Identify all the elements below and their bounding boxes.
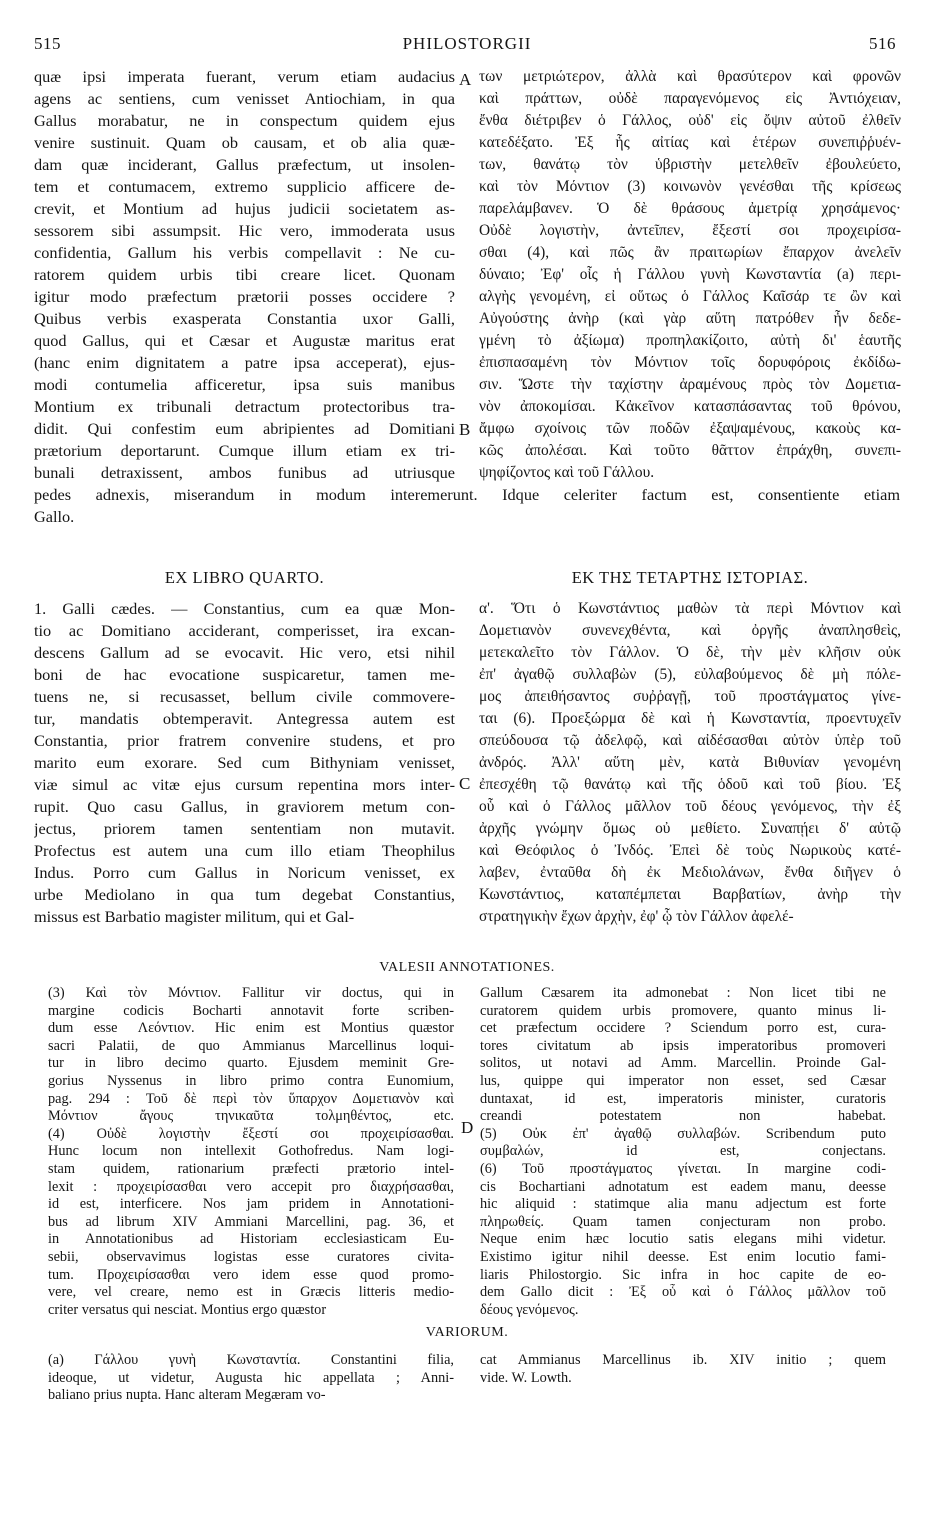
- variorum-heading: VARIORUM.: [425, 1325, 509, 1340]
- annotation-line: lexit : προχειρίσασθαι vero accepit pro διαχρήσασθαι,: [48, 1178, 454, 1195]
- annotation-line: συμβαλών, id est, conjectans.: [480, 1143, 886, 1160]
- greek-line: ἀνδρός. Ἀλλ' αὕτη μὲν, κατὰ Βιθυνίαν γενομένη: [479, 754, 901, 771]
- latin-line: crevit, et Montium ad hujus judicii societatem as-: [34, 199, 455, 218]
- latin-line: viæ simul ac vitæ ejus cursum repentina mors inter-: [34, 775, 455, 794]
- annotation-line: margine codicis Bocharti annotavit forte scriben-: [48, 1002, 454, 1019]
- latin-line: tuens ne, si recusasset, bellum civile commovere-: [34, 687, 455, 706]
- greek-line: Κωνστάντιος, καταπέμπεται Βαρβατίων, ἀνὴρ τὴν: [479, 886, 901, 903]
- annotation-line: cis Bochartiani adnotatum est eadem manu, deesse: [480, 1178, 886, 1195]
- annotation-line: (4) Οὐδὲ λογιστὴν ἔξεστί σοι προχειρίσασθαι.: [48, 1125, 454, 1142]
- variorum-left-column: [48, 1352, 454, 1405]
- annotation-line: δέους γενόμενος.: [480, 1301, 579, 1318]
- latin-line: Quibus verbis exasperata Constantia uxor Galli,: [34, 309, 455, 328]
- annotation-line: bus ad librum XIV Ammiani Marcellini, pag. 36, et: [48, 1213, 454, 1230]
- greek-line: στρατηγικὴν ἔχων ἀρχὴν, ἐφ' ᾧ τὸν Γάλλον ἀφελέ-: [479, 908, 794, 925]
- greek-line: α'. Ὅτι ὁ Κωνστάντιος μαθὼν τὰ περὶ Μόντιον καὶ: [479, 600, 901, 617]
- latin-line: dam quæ inciderant, Gallus præfectum, ut insolen-: [34, 155, 455, 174]
- greek-line: των μετριώτερον, ἀλλὰ καὶ θρασύτερον καὶ φρονῶν: [479, 68, 901, 85]
- annotation-line: πληρωθείς. Quam tamen conjecturam non probo.: [480, 1213, 886, 1230]
- latin-line: tur, mandatis obtemperavit. Antegressa autem est: [34, 709, 455, 728]
- variorum-line: baliano prius nupta. Hanc alteram Megæram vo-: [48, 1387, 326, 1404]
- greek-line: λαβεν, ἐνταῦθα δὴ ἐκ Μεδιολάνων, ἔνθα διῆγεν ὁ: [479, 864, 901, 881]
- greek-line: Δομετιανὸν συνενεχθέντα, καὶ ὀργῆς ἀναπλησθεὶς,: [479, 622, 901, 639]
- latin-line: 1. Galli cædes. — Constantius, cum ea quæ Mon-: [34, 599, 455, 618]
- greek-line: παρελάμβανεν. Ὁ δὲ θράσους ἀμετρίᾳ χρησάμενος·: [479, 200, 901, 217]
- greek-line: ἐπ' ἀγαθῷ συλλαβὼν (5), εὐλαβούμενος δὲ μὴ πόλε-: [479, 666, 901, 683]
- latin-line: rupit. Quo casu Gallus, in graviorem metum con-: [34, 797, 455, 816]
- latin-line: confidentia, Gallum his verbis compellavit : Ne cu-: [34, 243, 455, 262]
- greek-line: ται (6). Προεξώρμα δὲ καὶ ἡ Κωνσταντία, προεντυχεῖν: [479, 710, 901, 727]
- latin-line: Constantia, prior fratrem convenire studens, et pro: [34, 731, 455, 750]
- annotation-line: (3) Καὶ τὸν Μόντιον. Fallitur vir doctus, qui in: [48, 985, 454, 1001]
- annotations-right-column: [480, 985, 886, 1319]
- greek-line: Οὐδὲ λογιστὴν, ἀντεῖπεν, ἔξεστί σοι προχειρίσα-: [479, 222, 901, 239]
- latin-line: missus est Barbatio magister militum, qui et Gal-: [34, 907, 355, 926]
- greek-line: καὶ τὸν Μόντιον (3) κοινωνὸν γενέσθαι τῆς κρίσεως: [479, 178, 901, 195]
- greek-line: ἀρχῆς γνώμην ὅμως οὐ μεθίετο. Συναπῄει δ' αὐτῷ: [479, 820, 901, 837]
- annotation-line: in Annotationibus ad Historiam ecclesiasticam Eu-: [48, 1231, 454, 1248]
- greek-column-middle: [479, 598, 901, 928]
- latin-line: Montium ex tribunali detractum protectoribus tra-: [34, 397, 455, 416]
- latin-line: venire sustinuit. Quam ob causam, et ob alia quæ-: [34, 133, 455, 152]
- annotation-line: tur in libro decimo quarto. Ejusdem meminit Gre-: [48, 1055, 454, 1072]
- latin-line: Profectus est autem una cum illo etiam Theophilus: [34, 841, 455, 860]
- page-number-right: 516: [869, 34, 896, 53]
- greek-line: δύναιο; Ἐφ' οἷς ἡ Γάλλου γυνὴ Κωνσταντία (a) περι-: [479, 266, 901, 283]
- annotation-line: cet præfectum occidere ? Sciendum porro est, cura-: [480, 1020, 886, 1037]
- annotation-line: sebii, observavimus logistas esse curatores civita-: [48, 1248, 454, 1265]
- greek-column-top: [479, 66, 901, 484]
- latin-line: igitur modo præfectum prætorii posses occidere ?: [34, 287, 455, 306]
- annotation-line: Μόντιον ἄγους τηνικαῦτα τολμηθέντος, etc.: [48, 1108, 454, 1125]
- annotation-line: id est, interficere. Nos jam pridem in Annotationi-: [48, 1196, 454, 1213]
- greek-line: ἄμφω σχοίνοις τῶν ποδῶν ἐξαψαμένους, κακοὺς κα-: [479, 420, 901, 437]
- section-heading-latin: EX LIBRO QUARTO.: [164, 568, 325, 587]
- latin-line: (hanc enim dignitatem a patre ipsa acceperat), ejus-: [34, 353, 455, 372]
- section-heading-greek: ΕΚ ΤΗΣ ΤΕΤΑΡΤΗΣ ΙΣΤΟΡΙΑΣ.: [571, 568, 809, 587]
- margin-marker-b: B: [459, 420, 471, 439]
- annotation-line: tores civitatum ab ipsis imperatoribus promoveri: [480, 1037, 886, 1054]
- annotation-line: lus, quippe qui imperator non esset, sed Cæsar: [480, 1072, 886, 1089]
- annotation-line: dum esse Λεόντιον. Hic enim est Montius quæstor: [48, 1020, 454, 1037]
- latin-line: jectus, priorem tamen sententiam non mutavit.: [34, 819, 455, 838]
- latin-line: Gallus morabatur, ne in conspectum quidem ejus: [34, 111, 455, 130]
- annotation-line: vere, vel creare, nemo est in Græcis litteris medio-: [48, 1284, 454, 1301]
- latin-line: modi contumelia afficeretur, ipsa suis manibus: [34, 375, 455, 394]
- greek-line: κατεδέξατο. Ἐξ ἧς αἰτίας καὶ ἑτέρων συνεπιῤῥυέν-: [479, 134, 901, 151]
- greek-line: ἔνθα διέτριβεν ὁ Γάλλος, οὐδ' εἰς ὄψιν αὐτοῦ ἐλθεῖν: [479, 112, 901, 129]
- annotation-line: pag. 294 : Τοῦ δὲ περὶ τὸν ὕπαρχον Δομετιανὸν καὶ: [48, 1090, 454, 1107]
- latin-line: bunali detraxissent, ambos funibus ad utriusque: [34, 463, 455, 482]
- page-number-left: 515: [34, 34, 61, 53]
- annotation-line: tum. Προχειρίσασθαι vero idem esse quod promo-: [48, 1266, 454, 1283]
- variorum-line: (a) Γάλλου γυνὴ Κωνσταντία. Constantini filia,: [48, 1352, 454, 1368]
- full-width-line: Gallo.: [34, 507, 75, 526]
- annotation-line: curatorem quidem urbis promovere, quanto minus li-: [480, 1002, 886, 1019]
- annotation-line: creandi potestatem non habebat.: [480, 1108, 886, 1125]
- latin-column-top: [34, 66, 455, 484]
- greek-line: των, θανάτῳ τὸν ὑβριστὴν μετελθεῖν ἐβουλεύετο,: [479, 156, 901, 173]
- latin-line: ratorem quidem urbis tibi creare licet. Quonam: [34, 265, 455, 284]
- latin-column-middle: [34, 598, 455, 928]
- annotation-line: sacri Palatii, de quo Ammianus Marcellinus loqui-: [48, 1037, 454, 1054]
- latin-line: sessorem sibi assumpsit. Hic vero, immoderata usus: [34, 221, 455, 240]
- annotation-line: criter versatus qui nesciat. Montius ergo quæstor: [48, 1301, 327, 1318]
- full-width-text: [34, 484, 900, 528]
- greek-line: μετεκαλεῖτο τὸν Γάλλον. Ὁ δὲ, τὴν μὲν κλῆσιν οὐκ: [479, 644, 901, 661]
- greek-line: κῶς ἀπολέσαι. Καὶ τοῦτο θᾶττον ἐπράχθη, συνεπι-: [479, 442, 901, 459]
- variorum-right-column: [480, 1352, 886, 1387]
- annotation-line: (5) Οὐκ ἐπ' ἀγαθῷ συλλαβών. Scribendum puto: [480, 1125, 886, 1142]
- greek-line: ἐπισπασαμένη τὸν Μόντιον τοῖς δορυφόροις ἐκδίδω-: [479, 354, 901, 371]
- latin-line: tem et contumacem, extremo supplicio afficere de-: [34, 177, 455, 196]
- variorum-line: ideoque, ut videtur, Augusta hic appellata ; Anni-: [48, 1369, 454, 1386]
- annotation-line: stam quidem, rationarium præfecti prætorio intel-: [48, 1160, 454, 1177]
- greek-line: ψηφίζοντος καὶ τοῦ Γάλλου.: [479, 464, 655, 481]
- greek-line: καὶ Θεόφιλος ὁ Ἰνδός. Ἐπεὶ δὲ τοὺς Νωρικοὺς κατέ-: [479, 842, 901, 859]
- annotation-line: duntaxat, id est, imperatoris minister, curatoris: [480, 1090, 886, 1107]
- greek-line: σθαι (4), καὶ πῶς ἂν πραιτωρίων ἔπαρχον ἀνελεῖν: [479, 244, 901, 261]
- running-title: PHILOSTORGII: [402, 34, 532, 53]
- latin-line: prætorium deportarunt. Cumque illum etiam ex tri-: [34, 441, 455, 460]
- greek-line: σιν. Ὥστε τὴν ταχίστην ἀραμένους πρὸς τὸν Δομετια-: [479, 376, 901, 393]
- annotation-line: Hunc locum non intellexit Gothofredus. Nam logi-: [48, 1143, 454, 1160]
- full-width-line: pedes adnexis, miserandum in modum interemerunt. Idque celeriter factum est, consentiente etiam: [34, 485, 900, 504]
- greek-line: σπεύδουσα τῷ ἀδελφῷ, καὶ αἰδέσασθαι αὐτὸν ὑπὲρ τοῦ: [479, 732, 901, 749]
- annotation-line: hic aliquid : statimque alia manu adjectum est forte: [480, 1196, 886, 1213]
- latin-line: quod Gallus, qui et Cæsar et Augustæ maritus erat: [34, 331, 455, 350]
- annotation-line: dem Gallo dicit : Ἐξ οὗ καὶ ὁ Γάλλος μᾶλλον τοῦ: [480, 1284, 886, 1301]
- annotation-line: liaris Philostorgio. Sic infra in hoc capite de eo-: [480, 1266, 886, 1283]
- margin-marker-a: A: [459, 70, 472, 89]
- greek-line: Αὐγούστης ἀνὴρ (καὶ γὰρ αὕτη πατρόθεν ἦν δεδε-: [479, 310, 901, 327]
- latin-line: boni de hac evocatione suspicaretur, tamen me-: [34, 665, 455, 684]
- annotations-heading: VALESII ANNOTATIONES.: [379, 960, 555, 975]
- greek-line: καὶ πράττων, οὐδὲ παραγενόμενος εἰς Ἀντιόχειαν,: [479, 90, 901, 107]
- greek-line: αλγὴς γενομένη, εἰ οὕτως ὁ Γάλλος Καῖσάρ τε ὢν καὶ: [479, 288, 901, 305]
- latin-line: didit. Qui confestim eum abripientes ad Domitiani: [34, 419, 455, 438]
- latin-line: quæ ipsi imperata fuerant, verum etiam audacius: [34, 67, 455, 86]
- latin-line: Indus. Porro cum Gallus in Noricum venisset, ex: [34, 863, 455, 882]
- greek-line: γμένη τὸ ἀξίωμα) προπηλακίζοιτο, αὐτὴ δι' ἑαυτῆς: [479, 332, 901, 349]
- annotations-left-column: [48, 985, 454, 1319]
- latin-line: tio ac Domitiano acciderant, comperisset, ira excan-: [34, 621, 455, 640]
- variorum-line: cat Ammianus Marcellinus ib. XIV initio ; quem: [480, 1352, 886, 1368]
- variorum-line: vide. W. Lowth.: [480, 1369, 572, 1386]
- annotation-line: (6) Τοῦ προστάγματος γίνεται. In margine codi-: [480, 1160, 886, 1177]
- annotation-line: Gallum Cæsarem ita admonebat : Non licet tibi ne: [480, 985, 886, 1001]
- latin-line: agens ac sentiens, cum venisset Antiochiam, in qua: [34, 89, 455, 108]
- greek-line: ἐπεσχέθη τῷ θανάτῳ καὶ τῆς ὁδοῦ καὶ τοῦ βίου. Ἐξ: [479, 776, 901, 793]
- latin-line: urbe Mediolano in qua tum degebat Constantius,: [34, 885, 455, 904]
- annotation-line: solitos, ut notavi ad Amm. Marcellin. Proinde Gal-: [480, 1055, 886, 1072]
- greek-line: νὸν ἀποκομίσαι. Κἀκεῖνον κατασπάσαντας τοῦ θρόνου,: [479, 398, 901, 415]
- greek-line: μος ἀπειθήσαντος συῤῥαγῇ, τοῦ προστάγματος γίνε-: [479, 688, 901, 705]
- annotation-line: gorius Nyssenus in libro primo contra Eunomium,: [48, 1072, 454, 1089]
- margin-marker-d: D: [461, 1118, 474, 1137]
- greek-line: οὗ καὶ ὁ Γάλλος μᾶλλον τοῦ δέους γενόμενος, τὴν ἐξ: [479, 798, 901, 815]
- latin-line: marito eum exorare. Sed cum Bithyniam venisset,: [34, 753, 455, 772]
- annotation-line: Existimo igitur nihil deesse. Est enim locutio fami-: [480, 1248, 886, 1265]
- annotation-line: Neque enim hæc locutio satis elegans mihi videtur.: [480, 1231, 886, 1248]
- margin-marker-c: C: [459, 774, 471, 793]
- latin-line: descens Gallum ad se evocavit. Hic vero, etsi nihil: [34, 643, 455, 662]
